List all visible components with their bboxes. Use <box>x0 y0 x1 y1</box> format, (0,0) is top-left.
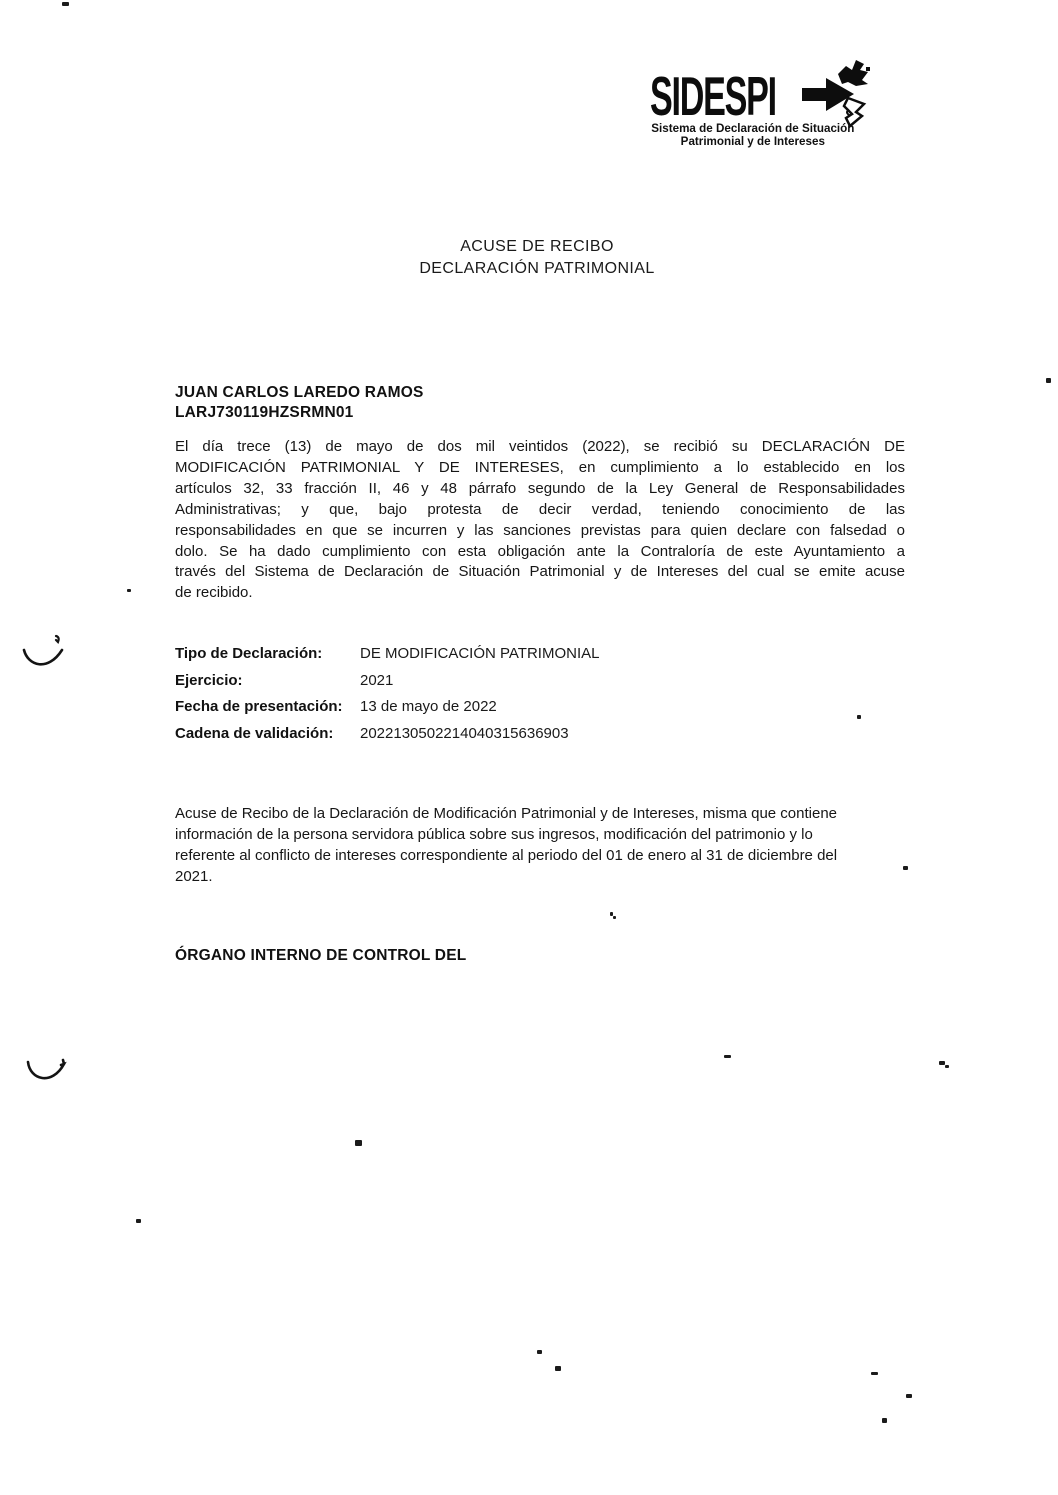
title-line2: DECLARACIÓN PATRIMONIAL <box>419 260 655 277</box>
pen-arc-mark <box>16 628 68 680</box>
detail-value: 2021 <box>360 671 394 689</box>
scan-speck <box>537 1350 542 1354</box>
paragraph-line: MODIFICACIÓN PATRIMONIAL Y DE INTERESES, en cumplimiento a lo establecido en los <box>175 458 905 476</box>
scan-speck <box>857 715 861 719</box>
receipt-paragraph <box>175 437 905 604</box>
paragraph-line: 2021. <box>175 867 213 885</box>
detail-value: 13 de mayo de 2022 <box>360 698 497 715</box>
paragraph-line: Administrativas; y que, bajo protesta de decir verdad, teniendo conocimiento de las <box>175 500 905 518</box>
paragraph-line: responsabilidades en que se incurren y las sanciones previstas para quien declare con falsedad o <box>175 521 905 539</box>
detail-label: Tipo de Declaración: <box>175 645 323 662</box>
paragraph-line: referente al conflicto de intereses correspondiente al periodo del 01 de enero al 31 de diciembre del <box>175 846 838 864</box>
detail-value: DE MODIFICACIÓN PATRIMONIAL <box>360 645 600 662</box>
scan-speck <box>871 1372 878 1375</box>
paragraph-line: artículos 32, 33 fracción II, 46 y 48 párrafo segundo de la Ley General de Responsabilidades <box>175 479 905 497</box>
scan-speck <box>903 866 908 870</box>
recipient-block <box>175 383 424 423</box>
paragraph-line: Acuse de Recibo de la Declaración de Modificación Patrimonial y de Intereses, misma que contiene <box>175 805 838 822</box>
detail-row-fecha <box>175 697 775 717</box>
recipient-curp: LARJ730119HZSRMN01 <box>175 404 354 421</box>
scan-speck <box>1046 378 1051 383</box>
scan-speck <box>127 589 131 592</box>
scan-speck <box>882 1418 887 1423</box>
scan-speck <box>724 1055 731 1058</box>
detail-row-cadena <box>175 724 775 744</box>
paragraph-line: de recibido. <box>175 584 253 602</box>
scan-speck <box>555 1366 561 1371</box>
sidespi-logo <box>650 65 865 152</box>
logo-tagline-line2: Patrimonial y de Intereses <box>680 134 825 148</box>
scan-speck <box>939 1061 945 1065</box>
paragraph-line: dolo. Se ha dado cumplimiento con esta obligación ante la Contraloría de este Ayuntamiento a <box>175 542 905 560</box>
scan-speck <box>62 2 69 6</box>
summary-paragraph <box>175 804 920 888</box>
scan-speck <box>945 1065 949 1068</box>
scan-speck <box>613 916 616 919</box>
paragraph-line: información de la persona servidora pública sobre sus ingresos, modificación del patrimonio y lo <box>175 825 813 843</box>
detail-label: Cadena de validación: <box>175 724 334 742</box>
detail-row-ejercicio <box>175 671 775 691</box>
title-line1: ACUSE DE RECIBO <box>460 238 614 255</box>
organo-interno-heading: ÓRGANO INTERNO DE CONTROL DEL <box>175 947 467 964</box>
paragraph-line: El día trece (13) de mayo de dos mil veintidos (2022), se recibió su DECLARACIÓN DE <box>175 438 905 455</box>
document-title <box>177 236 897 280</box>
detail-label: Ejercicio: <box>175 671 243 689</box>
scan-speck <box>355 1140 362 1146</box>
pen-arc-mark <box>20 1042 72 1094</box>
detail-value: 2022130502214040315636903 <box>360 724 569 742</box>
detail-label: Fecha de presentación: <box>175 698 343 715</box>
detail-row-tipo <box>175 644 775 664</box>
scan-speck <box>136 1219 141 1223</box>
paragraph-line: través del Sistema de Declaración de Situación Patrimonial y de Intereses del cual se emite acuse <box>175 563 905 581</box>
declaration-details <box>175 644 775 750</box>
logo-wordmark: SIDESPI <box>650 65 776 127</box>
logo-tagline-line1: Sistema de Declaración de Situación <box>651 121 855 135</box>
recipient-name: JUAN CARLOS LAREDO RAMOS <box>175 384 424 401</box>
scan-speck <box>906 1394 912 1398</box>
